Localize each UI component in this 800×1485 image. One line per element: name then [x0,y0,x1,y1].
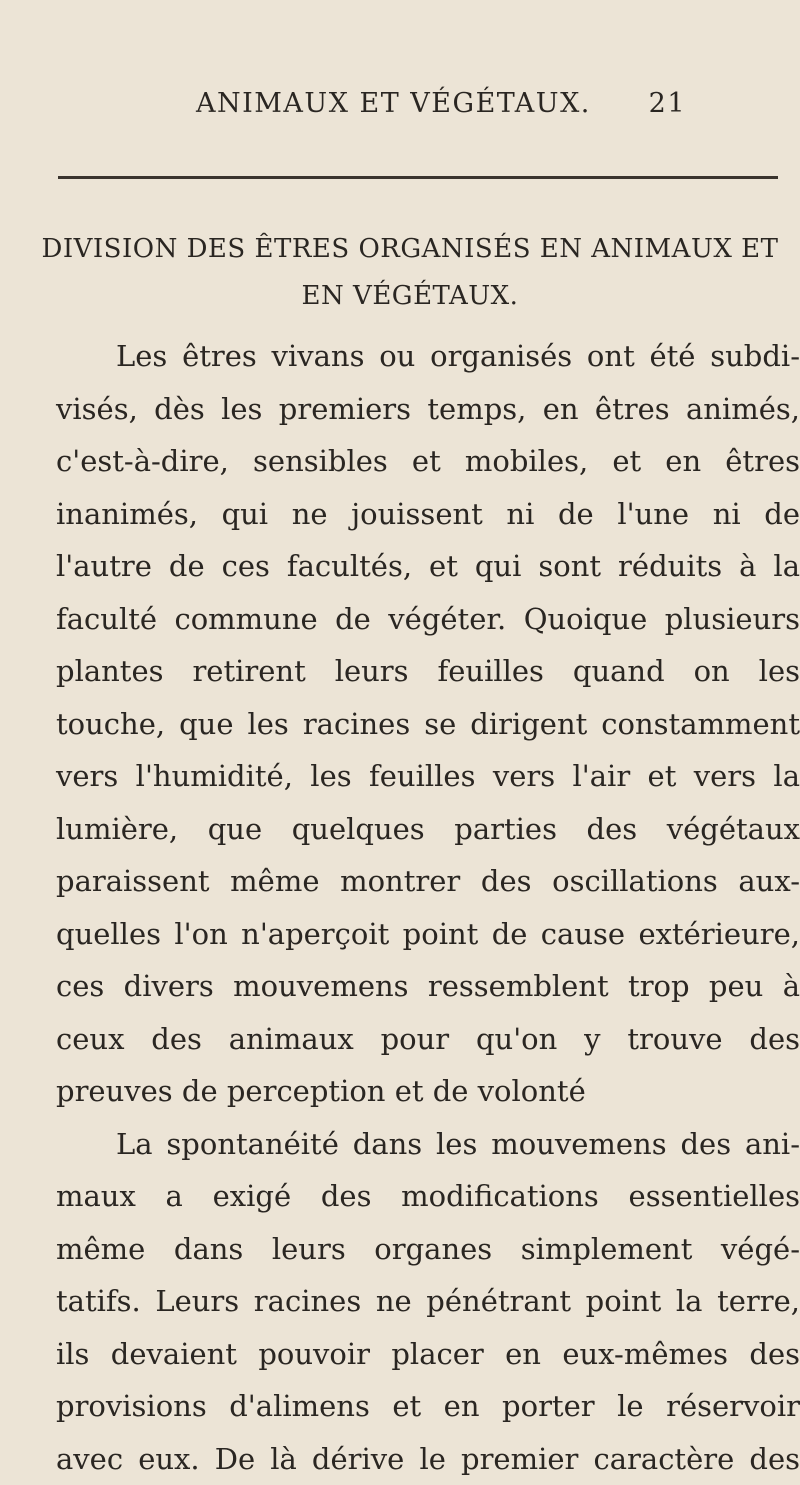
text-line: paraissent même montrer des oscillations aux- [56,855,800,908]
text-line: ces divers mouvemens ressemblent trop peu à [56,960,800,1013]
header-rule [58,176,778,179]
text-line: faculté commune de végéter. Quoique plusieurs [56,593,800,646]
text-line: visés, dès les premiers temps, en êtres animés, [56,383,800,436]
chapter-title-line-2: EN VÉGÉTAUX. [30,273,790,320]
body-text [56,330,800,1485]
text-line: La spontanéité dans les mouvemens des ani- [56,1118,800,1171]
text-line: avec eux. De là dérive le premier caractère des [56,1433,800,1485]
text-line: provisions d'alimens et en porter le réservoir [56,1380,800,1433]
text-line: l'autre de ces facultés, et qui sont réduits à la [56,540,800,593]
text-line: Les êtres vivans ou organisés ont été subdi- [56,330,800,383]
running-title: ANIMAUX ET VÉGÉTAUX. [196,88,591,119]
text-line: c'est-à-dire, sensibles et mobiles, et en êtres [56,435,800,488]
chapter-title-line-1: DIVISION DES ÊTRES ORGANISÉS EN ANIMAUX ET [30,226,790,273]
text-line: touche, que les racines se dirigent constamment [56,698,800,751]
text-line: ils devaient pouvoir placer en eux-mêmes des [56,1328,800,1381]
text-line: quelles l'on n'aperçoit point de cause extérieure, [56,908,800,961]
text-line: vers l'humidité, les feuilles vers l'air et vers la [56,750,800,803]
text-line: preuves de perception et de volonté [56,1065,800,1118]
text-line: inanimés, qui ne jouissent ni de l'une ni de [56,488,800,541]
running-head [196,88,686,119]
text-line: même dans leurs organes simplement végé- [56,1223,800,1276]
page-number: 21 [649,88,686,119]
text-line: ceux des animaux pour qu'on y trouve des [56,1013,800,1066]
text-line: plantes retirent leurs feuilles quand on les [56,645,800,698]
text-line: lumière, que quelques parties des végétaux [56,803,800,856]
text-line: tatifs. Leurs racines ne pénétrant point la terre, [56,1275,800,1328]
text-line: maux a exigé des modifications essentielles [56,1170,800,1223]
chapter-title [30,226,790,320]
